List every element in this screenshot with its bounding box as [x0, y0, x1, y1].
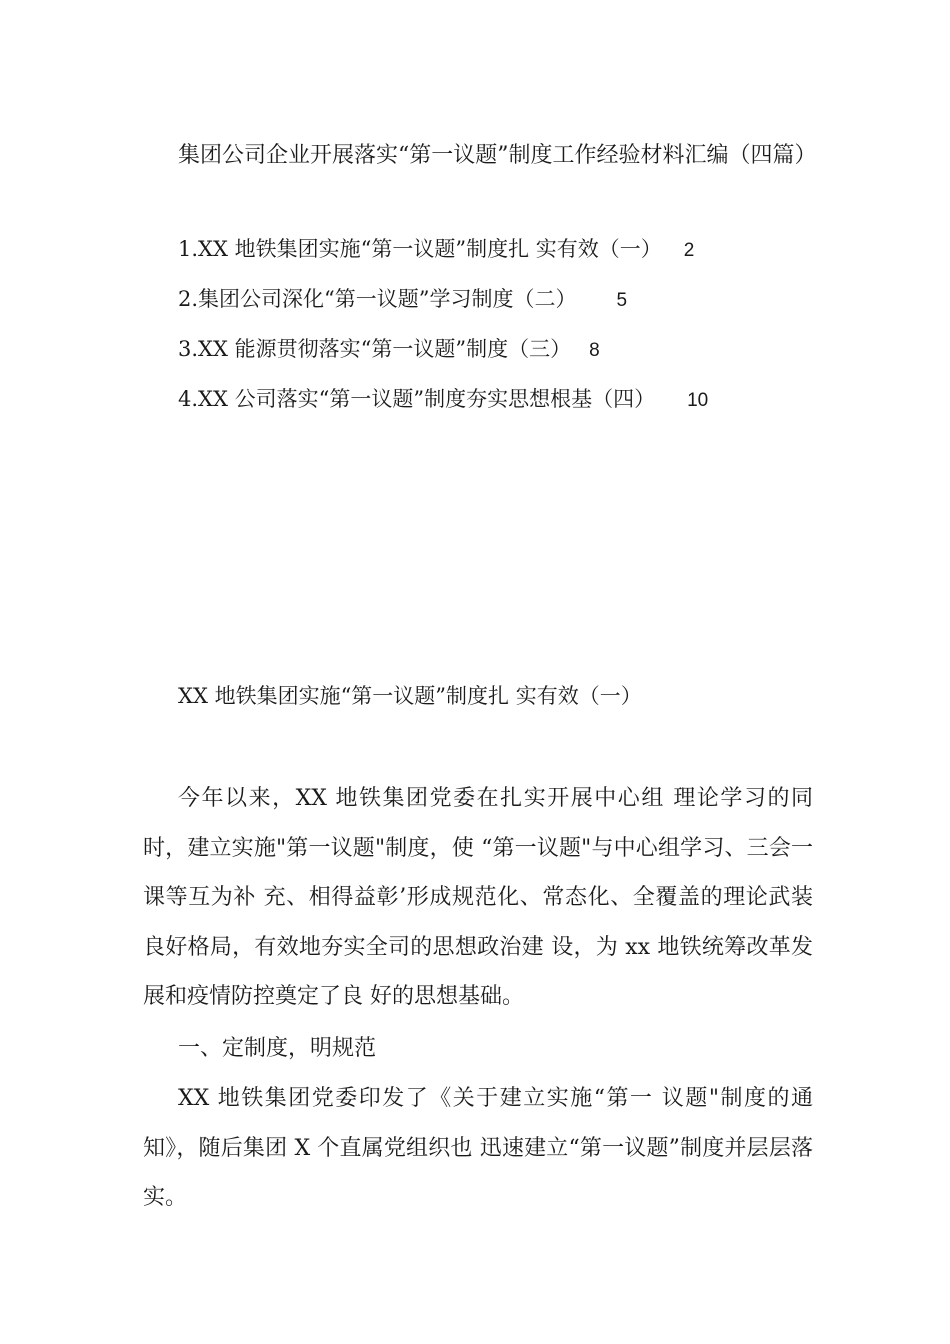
- sub-heading: 一、定制度，明规范: [178, 1036, 377, 1061]
- toc-item[interactable]: [178, 230, 708, 280]
- toc-item[interactable]: [178, 380, 708, 430]
- toc-item-page: 8: [589, 340, 600, 361]
- toc-item-page: 2: [683, 240, 695, 261]
- toc-item-label: 3.XX 能源贯彻落实“第一议题”制度（三）: [178, 337, 572, 361]
- toc-item[interactable]: [178, 330, 708, 380]
- toc-item[interactable]: [178, 280, 708, 330]
- section-heading: XX 地铁集团实施“第一议题”制度扎 实有效（一）: [178, 684, 642, 708]
- body-paragraph: 今年以来，XX 地铁集团党委在扎实开展中心组 理论学习的同时，建立实施"第一议题"制度，使 “第一议题"与中心组学习、三会一课等互为补 充、相得益彰’形成规范化、常态化、全覆盖的理论武装良好格局，有效地夯实全司的思想政治建 设，为 xx 地铁统筹改革发展和疫情防控奠定了良 好的思想基础。: [143, 786, 813, 1009]
- table-of-contents: [178, 230, 708, 430]
- toc-item-page: 5: [616, 290, 628, 311]
- toc-item-page: 10: [687, 390, 709, 411]
- document-title: 集团公司企业开展落实“第一议题”制度工作经验材料汇编（四篇）: [178, 143, 817, 168]
- toc-item-label: 4.XX 公司落实“第一议题”制度夯实思想根基（四）: [178, 387, 656, 411]
- toc-item-label: 1.XX 地铁集团实施“第一议题”制度扎 实有效（一）: [178, 237, 662, 261]
- toc-item-label: 2.集团公司深化“第一议题”学习制度（二）: [178, 287, 577, 311]
- body-paragraph: XX 地铁集团党委印发了《关于建立实施“第一 议题"制度的通知》，随后集团 X 个直属党组织也 迅速建立“第一议题”制度并层层落实。: [143, 1086, 813, 1210]
